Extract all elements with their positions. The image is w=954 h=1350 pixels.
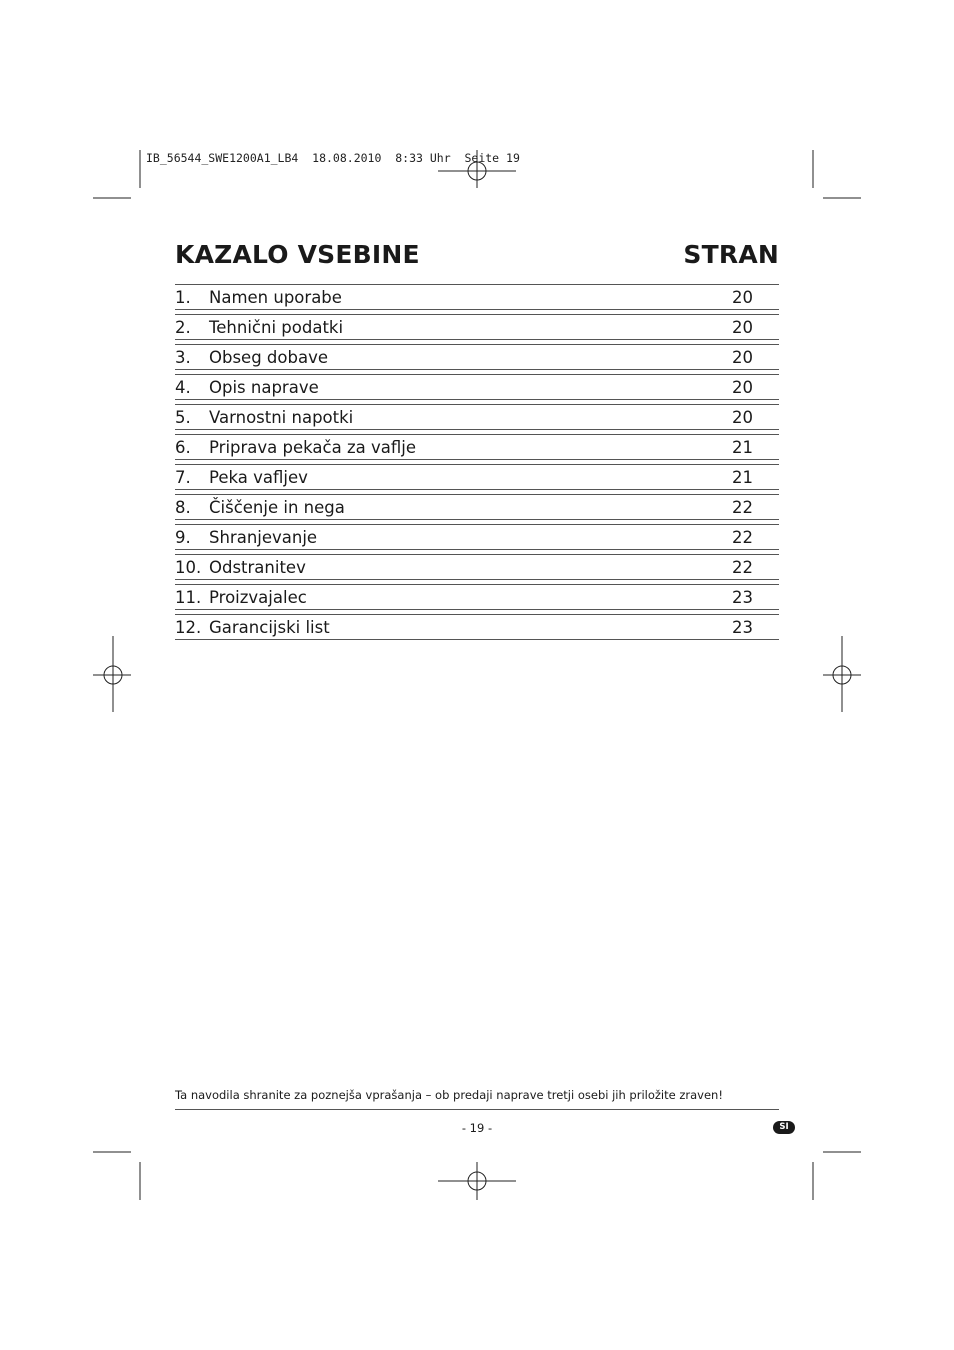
toc-row-page: 20 bbox=[732, 408, 753, 427]
toc-row-title: Shranjevanje bbox=[209, 528, 318, 547]
toc-row-page: 20 bbox=[732, 318, 753, 337]
toc-row bbox=[175, 524, 779, 550]
toc-row-title: Tehnični podatki bbox=[209, 318, 344, 337]
toc-row-page: 22 bbox=[732, 498, 753, 517]
toc-row-title: Opis naprave bbox=[209, 378, 319, 397]
toc-row-number: 10. bbox=[175, 558, 202, 577]
toc-heading-page-label: STRAN bbox=[683, 240, 779, 269]
toc-row-page: 21 bbox=[732, 468, 753, 487]
toc-row-number: 3. bbox=[175, 348, 191, 367]
toc-row-title: Varnostni napotki bbox=[209, 408, 354, 427]
toc-row-number: 8. bbox=[175, 498, 191, 517]
toc-row-page: 20 bbox=[732, 378, 753, 397]
toc-row-number: 6. bbox=[175, 438, 191, 457]
toc-row bbox=[175, 584, 779, 610]
toc-row bbox=[175, 344, 779, 370]
toc-row-title: Namen uporabe bbox=[209, 288, 342, 307]
toc-row-number: 9. bbox=[175, 528, 191, 547]
toc-row bbox=[175, 314, 779, 340]
toc-row-page: 20 bbox=[732, 288, 753, 307]
language-badge: SI bbox=[773, 1121, 795, 1134]
toc-row-page: 22 bbox=[732, 558, 753, 577]
toc-row-number: 7. bbox=[175, 468, 191, 487]
toc-row-title: Proizvajalec bbox=[209, 588, 307, 607]
toc-row-page: 21 bbox=[732, 438, 753, 457]
toc-row-number: 4. bbox=[175, 378, 191, 397]
toc-row bbox=[175, 284, 779, 310]
page-number: - 19 - bbox=[461, 1121, 493, 1135]
toc-row-page: 22 bbox=[732, 528, 753, 547]
toc-row-title: Priprava pekača za vaflje bbox=[209, 438, 416, 457]
toc-row-title: Odstranitev bbox=[209, 558, 306, 577]
toc-row-number: 5. bbox=[175, 408, 191, 427]
toc-row bbox=[175, 374, 779, 400]
toc-row-title: Garancijski list bbox=[209, 618, 330, 637]
toc-row-page: 20 bbox=[732, 348, 753, 367]
toc-heading-title: KAZALO VSEBINE bbox=[175, 240, 420, 269]
toc-heading bbox=[175, 240, 779, 272]
toc-row bbox=[175, 404, 779, 430]
toc-row-page: 23 bbox=[732, 588, 753, 607]
toc-row bbox=[175, 554, 779, 580]
toc-row-number: 11. bbox=[175, 588, 202, 607]
toc-row-title: Obseg dobave bbox=[209, 348, 328, 367]
table-of-contents bbox=[175, 284, 779, 644]
toc-row-title: Peka vafljev bbox=[209, 468, 308, 487]
toc-row bbox=[175, 464, 779, 490]
footer-note: Ta navodila shranite za poznejša vprašanja – ob predaji naprave tretji osebi jih priložite zraven! bbox=[175, 1088, 779, 1110]
print-slug: IB_56544_SWE1200A1_LB4 18.08.2010 8:33 Uhr Seite 19 bbox=[146, 151, 520, 165]
toc-row bbox=[175, 494, 779, 520]
toc-row-number: 2. bbox=[175, 318, 191, 337]
toc-row bbox=[175, 434, 779, 460]
toc-row-title: Čiščenje in nega bbox=[209, 498, 345, 517]
toc-row-number: 12. bbox=[175, 618, 202, 637]
toc-row bbox=[175, 614, 779, 640]
toc-row-page: 23 bbox=[732, 618, 753, 637]
toc-row-number: 1. bbox=[175, 288, 191, 307]
